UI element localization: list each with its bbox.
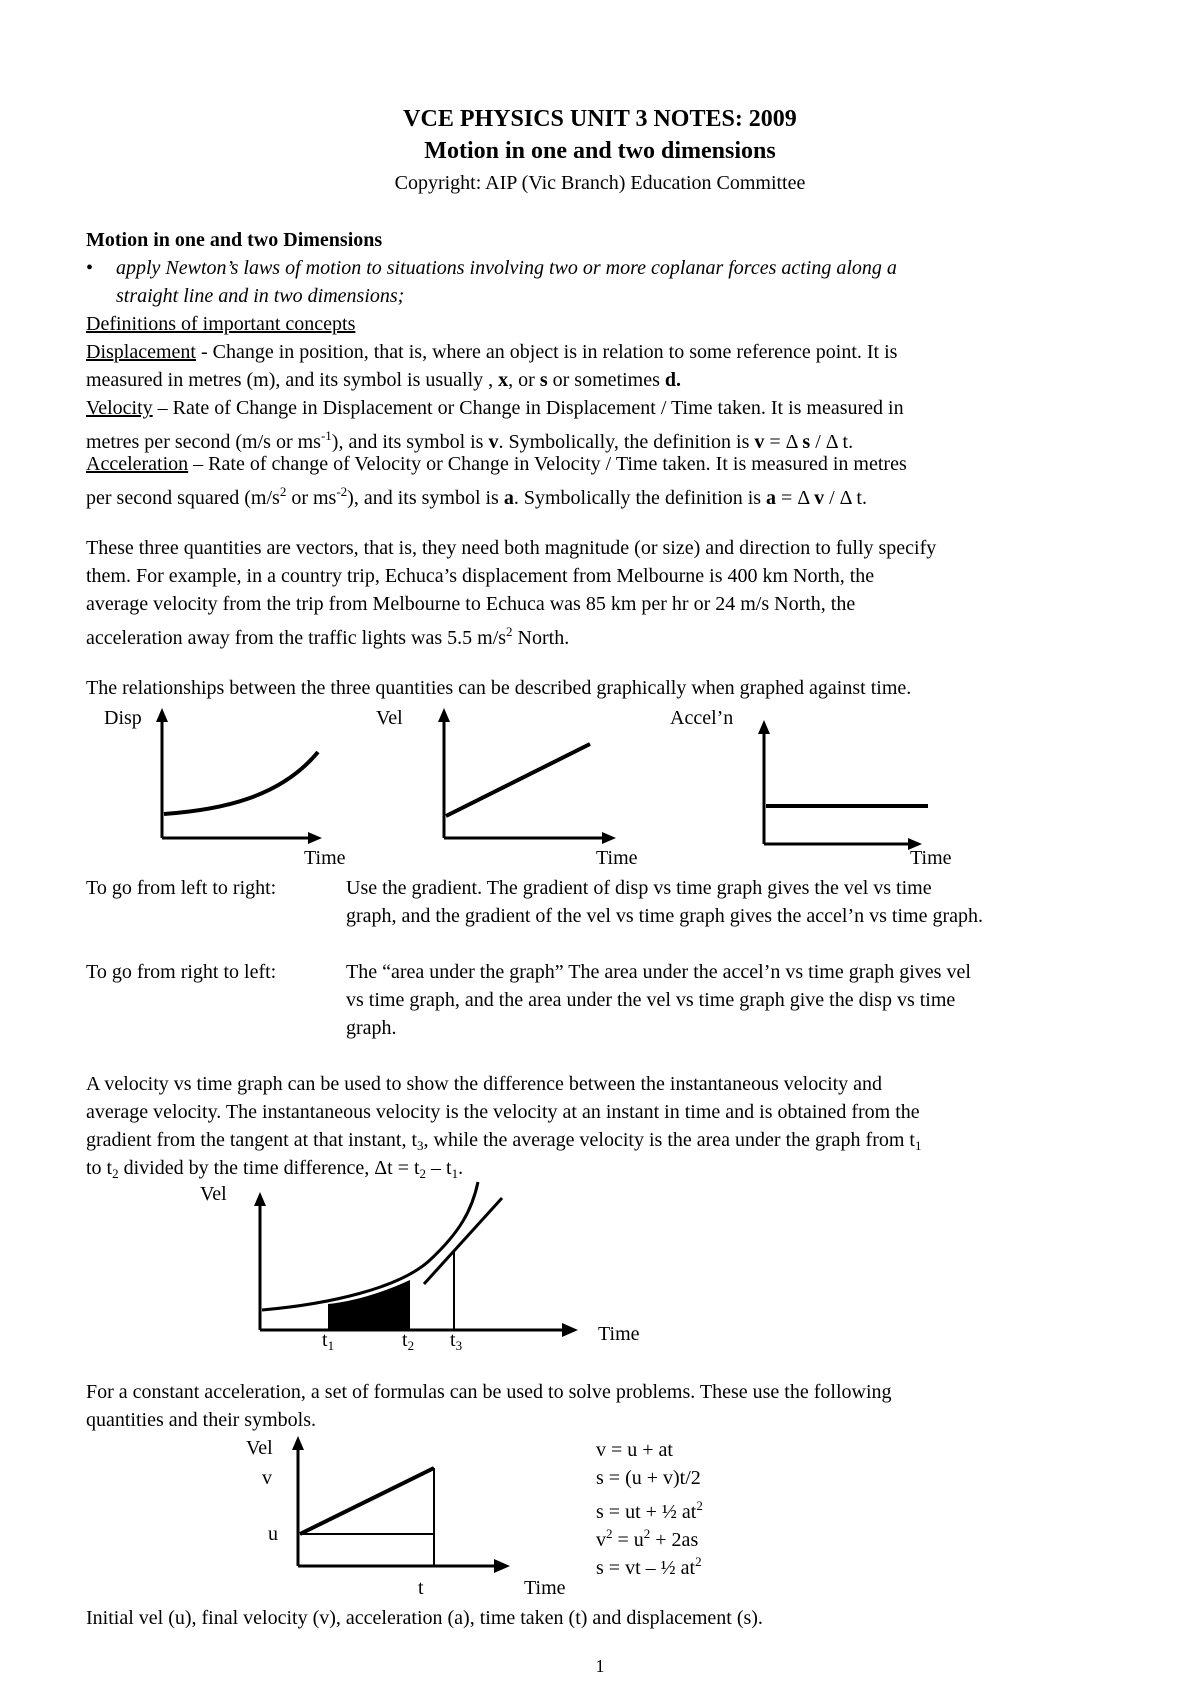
- subscript-2: 2: [112, 1166, 119, 1181]
- velocity-eq-mid: = Δ: [764, 431, 803, 453]
- right-to-left-text-2: vs time graph, and the area under the vel vs time graph give the disp vs time: [346, 989, 956, 1011]
- instantaneous-graph-vel-label: Vel: [200, 1183, 227, 1205]
- velocity-eq-v: v: [754, 431, 765, 453]
- disp-time-graph: [156, 708, 322, 844]
- constant-closing-line: Initial vel (u), final velocity (v), acceleration (a), time taken (t) and displacement (s).: [86, 1607, 763, 1629]
- area-under-graph: [328, 1280, 410, 1330]
- arrowhead-icon: [562, 1323, 578, 1337]
- formula-1: v = u + at: [596, 1439, 673, 1461]
- acceleration-eq-mid: = Δ: [776, 487, 815, 509]
- arrowhead-icon: [156, 708, 168, 722]
- left-to-right-text-2: graph, and the gradient of the vel vs time graph gives the accel’n vs time graph.: [346, 905, 984, 927]
- formula-2: s = (u + v)t/2: [596, 1467, 701, 1489]
- acceleration-text-3: or ms: [286, 487, 337, 509]
- vectors-line-4-text: acceleration away from the traffic lights was 5.5 m/s: [86, 627, 507, 649]
- constant-graph-vel-label: Vel: [246, 1437, 273, 1459]
- displacement-definition-line-2: [86, 366, 681, 394]
- velocity-unit-exponent: -1: [320, 428, 332, 443]
- constant-line-2: quantities and their symbols.: [86, 1409, 316, 1431]
- velocity-curve: [262, 1182, 478, 1310]
- graph-disp-time-label: Time: [304, 847, 346, 869]
- instantaneous-line-4-text: to t: [86, 1157, 113, 1179]
- acceleration-unit-exponent-2: -2: [336, 484, 348, 499]
- acceleration-text-5: . Symbolically the definition is: [513, 487, 767, 509]
- symbol-v: v: [488, 431, 499, 453]
- constant-graph-time-label: Time: [524, 1577, 566, 1599]
- displacement-text-2: measured in metres (m), and its symbol is usually ,: [86, 369, 499, 391]
- t2-label: [402, 1328, 414, 1358]
- relationships-intro: The relationships between the three quantities can be described graphically when graphed against time.: [86, 677, 912, 699]
- vectors-line-3: average velocity from the trip from Melbourne to Echuca was 85 km per hr or 24 m/s North, the: [86, 593, 856, 615]
- formula-4-v: v: [596, 1529, 606, 1551]
- graph-vel-time-label: Time: [596, 847, 638, 869]
- formula-4: [596, 1522, 698, 1552]
- instantaneous-line-4-text-2: divided by the time difference, Δt = t: [118, 1157, 420, 1179]
- t1-label: [322, 1328, 334, 1358]
- formula-3-exponent: 2: [696, 1498, 703, 1513]
- vectors-line-4-end: North.: [512, 627, 570, 649]
- acceleration-eq-a: a: [766, 487, 777, 509]
- vel-time-graph: [438, 708, 616, 844]
- acceleration-term: Acceleration: [86, 453, 189, 475]
- formula-4-end: + 2as: [650, 1529, 699, 1551]
- instantaneous-line-3-text: gradient from the tangent at that instant, t: [86, 1129, 418, 1151]
- t3-label: [450, 1328, 462, 1358]
- velocity-eq-s: s: [802, 431, 811, 453]
- subscript-1: 1: [914, 1138, 922, 1153]
- symbol-a: a: [503, 487, 514, 509]
- formula-5: [596, 1550, 702, 1580]
- velocity-definition-line-1: [86, 394, 904, 422]
- displacement-term: Displacement: [86, 341, 196, 363]
- formula-4-exponent-1: 2: [606, 1526, 613, 1541]
- velocity-text-3: ), and its symbol is: [331, 431, 489, 453]
- symbol-d: d.: [664, 369, 681, 391]
- instantaneous-line-4-end: .: [458, 1157, 464, 1179]
- left-to-right-label: To go from left to right:: [86, 877, 277, 899]
- arrowhead-icon: [254, 1192, 266, 1206]
- bullet-marker: •: [86, 257, 94, 279]
- graph-vel-label: Vel: [376, 707, 403, 729]
- constant-graph-t-label: t: [418, 1577, 424, 1599]
- right-to-left-text-3: graph.: [346, 1017, 397, 1039]
- formula-5-exponent: 2: [695, 1554, 702, 1569]
- right-to-left-text-1: The “area under the graph” The area under the accel’n vs time graph gives vel: [346, 961, 971, 983]
- t2-letter: t: [402, 1329, 408, 1351]
- acceleration-definition-line-1: [86, 450, 907, 478]
- formula-3-text: s = ut + ½ at: [596, 1501, 697, 1523]
- relationship-graphs: [0, 700, 1200, 860]
- instantaneous-line-4-text-3: – t: [426, 1157, 452, 1179]
- acceleration-definition-line-2: [86, 478, 867, 512]
- velocity-term: Velocity: [86, 397, 153, 419]
- accel-time-graph: [758, 720, 928, 850]
- graph-accel-time-label: Time: [910, 847, 952, 869]
- page-number: 1: [595, 1656, 605, 1676]
- t1-subscript: 1: [327, 1338, 335, 1353]
- t2-subscript: 2: [407, 1338, 415, 1353]
- constant-line-1: For a constant acceleration, a set of formulas can be used to solve problems. These use the following: [86, 1381, 892, 1403]
- right-to-left-label: To go from right to left:: [86, 961, 277, 983]
- displacement-text-3: , or: [508, 369, 540, 391]
- tangent-line: [424, 1198, 502, 1284]
- definitions-heading: Definitions of important concepts: [86, 313, 356, 335]
- acceleration-eq-v: v: [814, 487, 825, 509]
- acceleration-unit-exponent-1: 2: [279, 484, 287, 499]
- page-subtitle: Motion in one and two dimensions: [424, 138, 776, 164]
- arrowhead-icon: [308, 832, 322, 844]
- vectors-exponent: 2: [506, 624, 513, 639]
- velocity-eq-end: / Δ t.: [810, 431, 854, 453]
- graph-accel-label: Accel’n: [670, 707, 734, 729]
- formula-5-text: s = vt – ½ at: [596, 1557, 696, 1579]
- constant-graph-v-label: v: [262, 1467, 272, 1489]
- formula-3: [596, 1494, 703, 1524]
- graph-disp-label: Disp: [104, 707, 142, 729]
- acceleration-text-4: ), and its symbol is: [347, 487, 504, 509]
- subscript-2b: 2: [419, 1166, 427, 1181]
- copyright-line: Copyright: AIP (Vic Branch) Education Committee: [394, 172, 806, 194]
- velocity-text-4: . Symbolically, the definition is: [498, 431, 755, 453]
- vectors-line-2: them. For example, in a country trip, Echuca’s displacement from Melbourne is 400 km North, the: [86, 565, 875, 587]
- acceleration-eq-end: / Δ t.: [824, 487, 867, 509]
- displacement-text-4: or sometimes: [547, 369, 665, 391]
- formula-4-u: = u: [612, 1529, 644, 1551]
- t1-letter: t: [322, 1329, 328, 1351]
- subscript-3: 3: [417, 1138, 424, 1153]
- t3-letter: t: [450, 1329, 456, 1351]
- displacement-definition-line-1: [86, 338, 897, 366]
- arrowhead-icon: [292, 1436, 304, 1450]
- disp-curve: [164, 752, 318, 814]
- velocity-text: – Rate of Change in Displacement or Change in Displacement / Time taken. It is measured in: [152, 397, 904, 419]
- arrowhead-icon: [438, 708, 450, 722]
- arrowhead-icon: [494, 1559, 510, 1573]
- vectors-line-1: These three quantities are vectors, that is, they need both magnitude (or size) and direction to fully specify: [86, 537, 937, 559]
- vel-line: [446, 744, 590, 816]
- symbol-s: s: [539, 369, 548, 391]
- page-title: VCE PHYSICS UNIT 3 NOTES: 2009: [403, 106, 797, 132]
- instantaneous-line-1: A velocity vs time graph can be used to show the difference between the instantaneous velocity and: [86, 1073, 883, 1095]
- arrowhead-icon: [758, 720, 770, 734]
- t3-subscript: 3: [455, 1338, 463, 1353]
- left-to-right-text-1: Use the gradient. The gradient of disp vs time graph gives the vel vs time: [346, 877, 932, 899]
- displacement-text: - Change in position, that is, where an object is in relation to some reference point. It is: [195, 341, 898, 363]
- velocity-text-2: metres per second (m/s or ms: [86, 431, 321, 453]
- const-velocity-line: [300, 1468, 434, 1534]
- arrowhead-icon: [602, 832, 616, 844]
- symbol-x: x: [498, 369, 509, 391]
- acceleration-text: – Rate of change of Velocity or Change in Velocity / Time taken. It is measured in metres: [188, 453, 907, 475]
- instantaneous-graph-time-label: Time: [598, 1323, 640, 1345]
- subscript-1b: 1: [451, 1166, 459, 1181]
- vectors-line-4: [86, 618, 569, 652]
- section-heading: Motion in one and two Dimensions: [86, 229, 383, 251]
- instantaneous-line-3-text-2: , while the average velocity is the area under the graph from t: [423, 1129, 915, 1151]
- bullet-text-1: apply Newton’s laws of motion to situations involving two or more coplanar forces acting along a: [116, 257, 897, 279]
- formula-4-exponent-2: 2: [643, 1526, 651, 1541]
- instantaneous-line-2: average velocity. The instantaneous velocity is the velocity at an instant in time and is obtained from the: [86, 1101, 920, 1123]
- acceleration-text-2: per second squared (m/s: [86, 487, 280, 509]
- bullet-text-2: straight line and in two dimensions;: [116, 285, 405, 307]
- constant-graph-u-label: u: [268, 1523, 278, 1545]
